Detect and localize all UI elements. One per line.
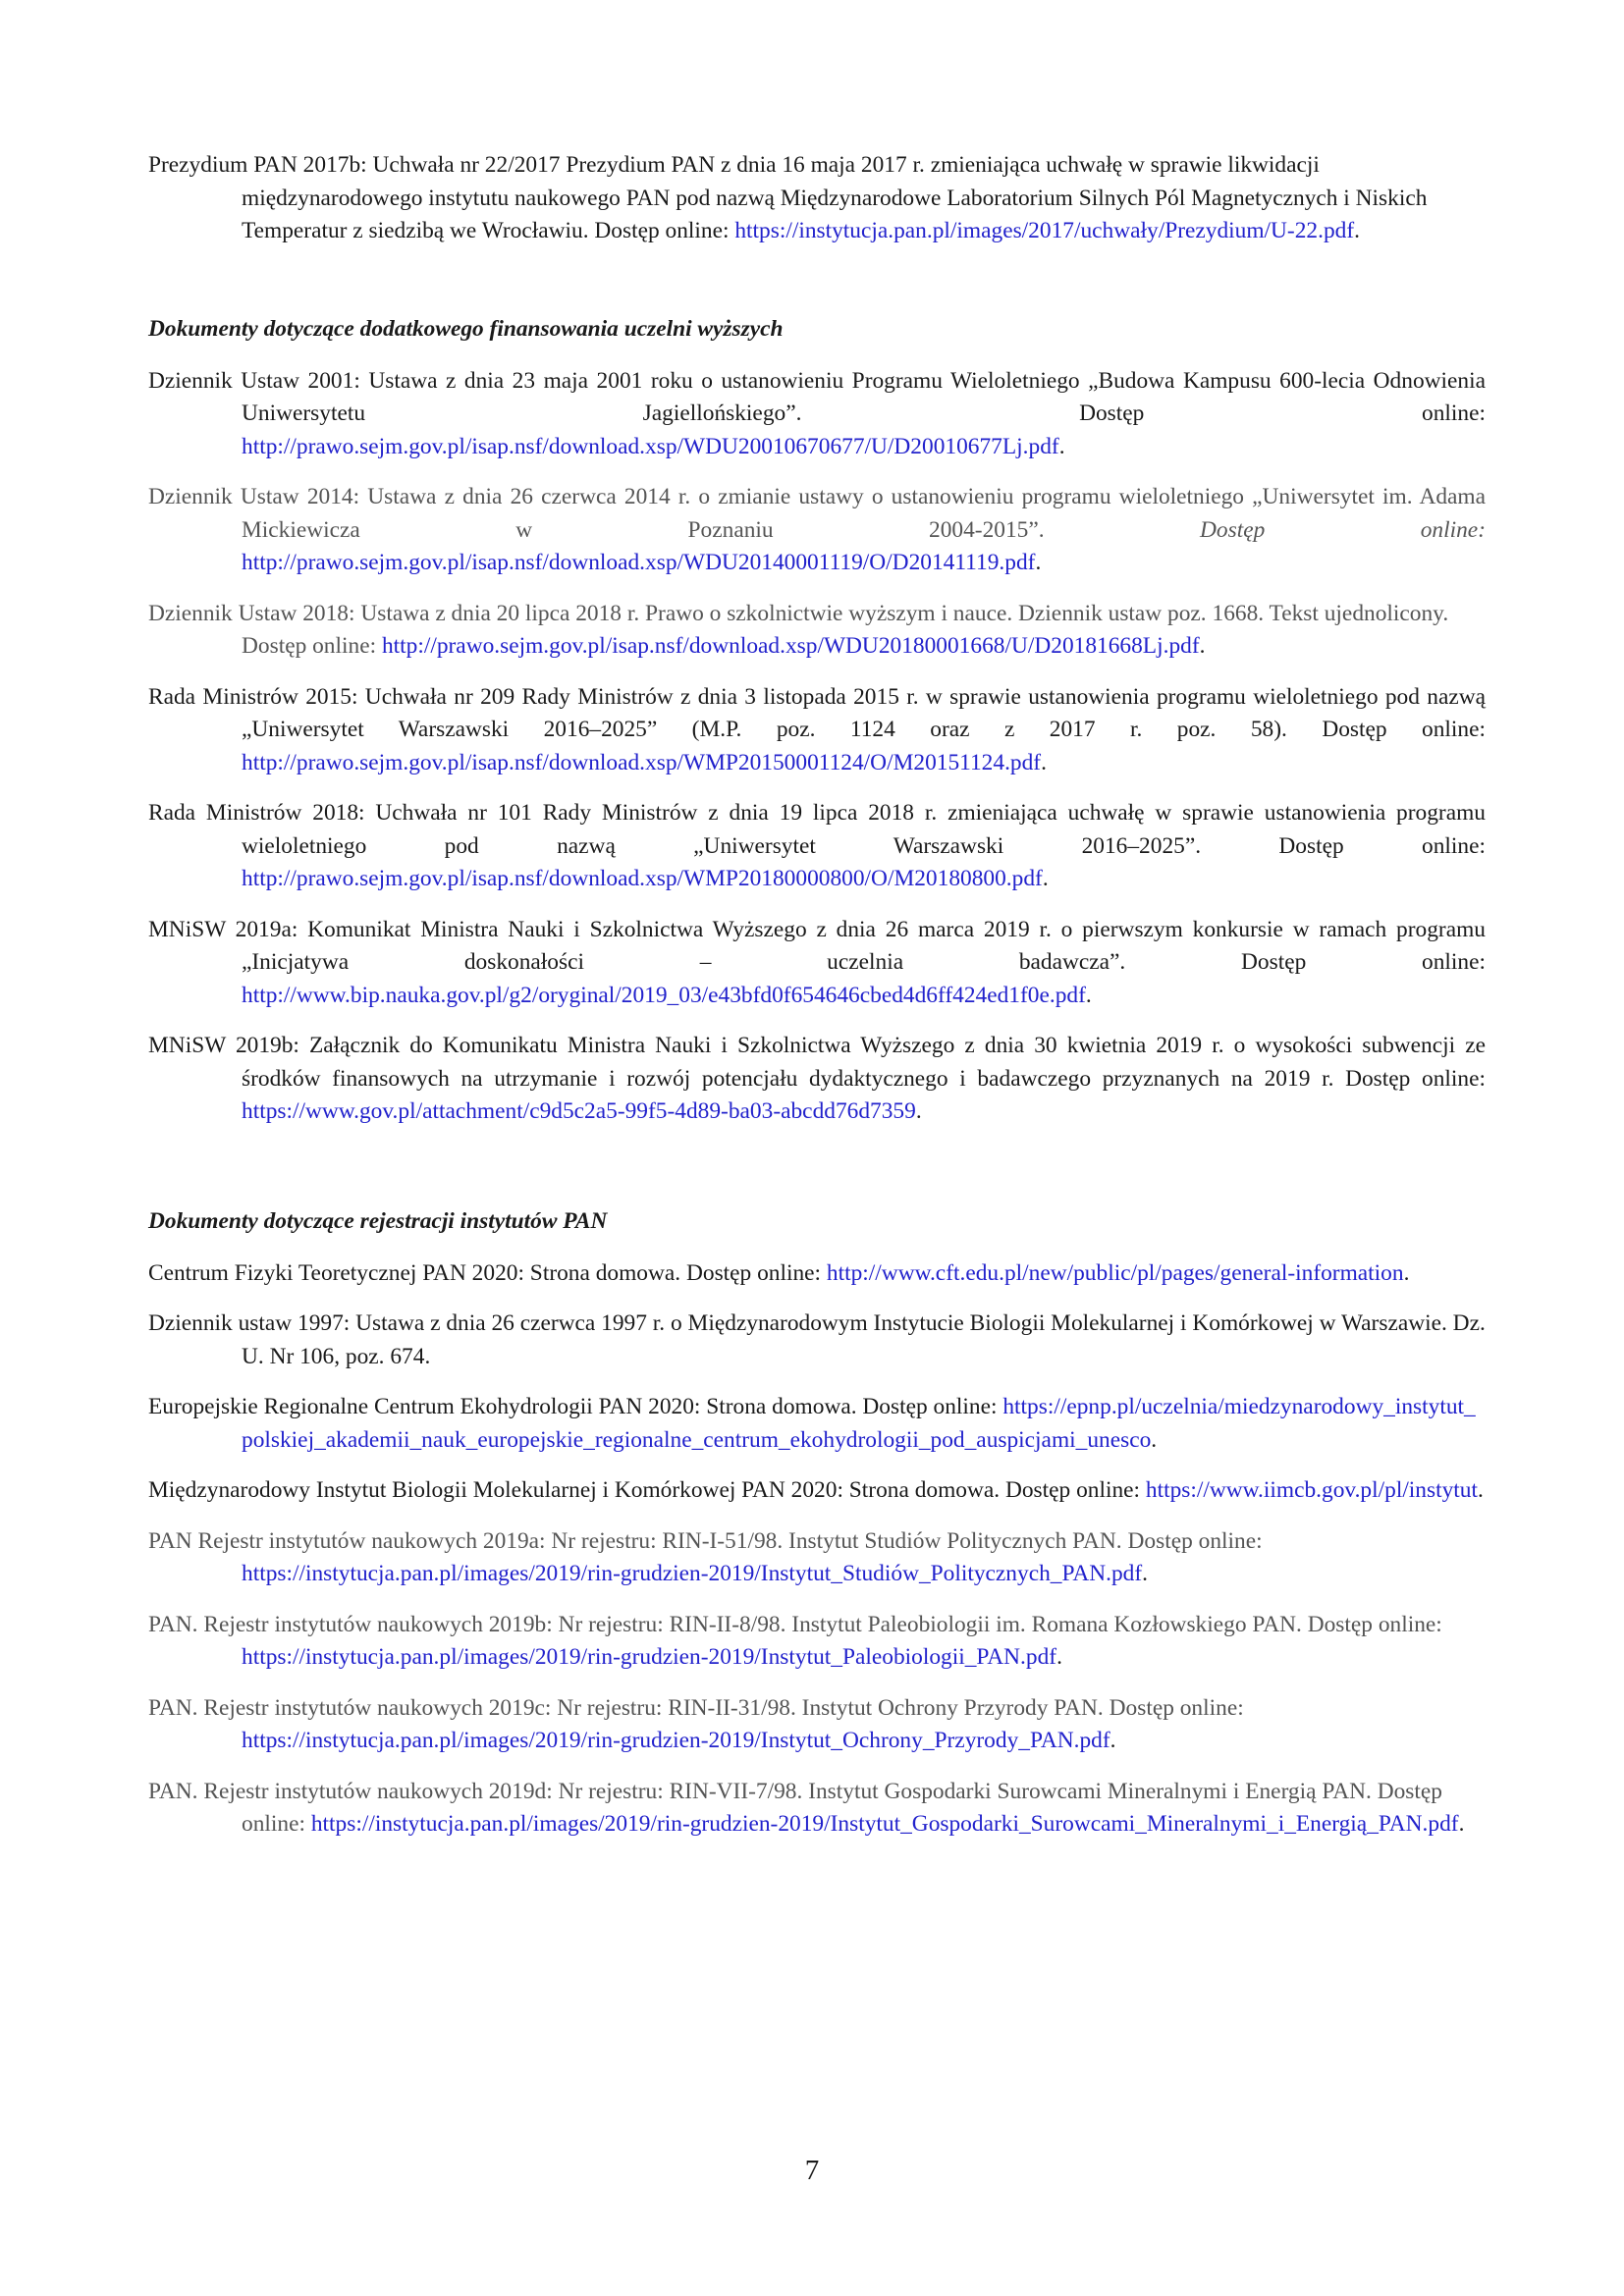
reference-text: Prezydium PAN 2017b: Uchwała nr 22/2017 Prezydium PAN z dnia 16 maja 2017 r. zmieniająca uchwałę w sprawie likwidacji międzynarodowego instytutu naukowego PAN pod nazwą Międzynarodowe Laboratorium Silnych Pól Magnetycznych i Niskich Temperatur z siedzibą we Wrocławiu. Dostęp online: (148, 152, 1428, 243)
reference-entry: Rada Ministrów 2015: Uchwała nr 209 Rady Ministrów z dnia 3 listopada 2015 r. w sprawie ustanowienia programu wieloletniego pod nazwą „Uniwersytet Warszawski 2016–2025” (M.P. poz. 1124 oraz z 2017 r. poz. 58). Dostęp online: http://prawo.sejm.gov.pl/isap.nsf/download.xsp/WMP20150001124/O/M20151124.pdf. (148, 683, 1486, 775)
reference-text: PAN. Rejestr instytutów naukowych 2019d: Nr rejestru: RIN-VII-7/98. Instytut Gospodarki Surowcami Mineralnymi i Energią PAN. Dostęp online: (148, 1778, 1442, 1837)
reference-link[interactable]: https://instytucja.pan.pl/images/2017/uchwały/Prezydium/U-22.pdf (734, 218, 1355, 243)
reference-text: PAN. Rejestr instytutów naukowych 2019c: Nr rejestru: RIN-II-31/98. Instytut Ochrony Przyrody PAN. Dostęp online: (148, 1694, 1244, 1721)
reference-entry (148, 1308, 1486, 1373)
reference-text: Dziennik Ustaw 2018: Ustawa z dnia 20 lipca 2018 r. Prawo o szkolnictwie wyższym i nauce. Dziennik ustaw poz. 1668. Tekst ujednolicony. Dostęp online: (148, 600, 1449, 659)
reference-entry: PAN. Rejestr instytutów naukowych 2019c: Nr rejestru: RIN-II-31/98. Instytut Ochrony Przyrody PAN. Dostęp online: https://instytucja.pan.pl/images/2019/rin-grudzien-2019/Instytut_Ochrony_Przyrody_PAN.pdf. (148, 1694, 1244, 1753)
document-page (148, 149, 1486, 1859)
reference-text: Dziennik ustaw 1997: Ustawa z dnia 26 czerwca 1997 r. o Międzynarodowym Instytucie Biologii Molekularnej i Komórkowej w Warszawie. Dz. U. Nr 106, poz. 674. (148, 1310, 1486, 1369)
reference-text: Centrum Fizyki Teoretycznej PAN 2020: Strona domowa. Dostęp online: (148, 1259, 822, 1286)
reference-link[interactable]: http://prawo.sejm.gov.pl/isap.nsf/download.xsp/WDU20140001119/O/D20141119.pdf (242, 550, 1036, 575)
reference-text: MNiSW 2019a: Komunikat Ministra Nauki i Szkolnictwa Wyższego z dnia 26 marca 2019 r. o pierwszym konkursie w ramach programu „Inicjatywa doskonałości – uczelnia badawcza”. Dostęp online: (148, 916, 1486, 975)
reference-link[interactable]: http://www.cft.edu.pl/new/public/pl/pages/general-information (826, 1259, 1404, 1286)
reference-text: MNiSW 2019b: Załącznik do Komunikatu Ministra Nauki i Szkolnictwa Wyższego z dnia 30 kwietnia 2019 r. o wysokości subwencji ze środków finansowych na utrzymanie i rozwój potencjału dydaktycznego i badawczego przyznanych na 2019 r. Dostęp online: (148, 1033, 1486, 1092)
reference-entry: Centrum Fizyki Teoretycznej PAN 2020: Strona domowa. Dostęp online: http://www.cft.edu.pl/new/public/pl/pages/general-information. (148, 1259, 1410, 1286)
reference-entry: Dziennik Ustaw 2018: Ustawa z dnia 20 lipca 2018 r. Prawo o szkolnictwie wyższym i nauce. Dziennik ustaw poz. 1668. Tekst ujednolicony. Dostęp online: http://prawo.sejm.gov.pl/isap.nsf/download.xsp/WDU20180001668/U/D20181668Lj.pdf. (148, 600, 1449, 659)
reference-italic: Dostęp online: (1200, 516, 1486, 543)
reference-entry: MNiSW 2019b: Załącznik do Komunikatu Ministra Nauki i Szkolnictwa Wyższego z dnia 30 kwietnia 2019 r. o wysokości subwencji ze środków finansowych na utrzymanie i rozwój potencjału dydaktycznego i badawczego przyznanych na 2019 r. Dostęp online: https://www.gov.pl/attachment/c9d5c2a5-99f5-4d89-ba03-abcdd76d7359. (148, 1033, 1486, 1124)
reference-text: Rada Ministrów 2015: Uchwała nr 209 Rady Ministrów z dnia 3 listopada 2015 r. w sprawie ustanowienia programu wieloletniego pod nazwą „Uniwersytet Warszawski 2016–2025” (M.P. poz. 1124 oraz z 2017 r. poz. 58). Dostęp online: (148, 683, 1486, 742)
reference-link[interactable]: https://www.iimcb.gov.pl/pl/instytut (1145, 1477, 1478, 1503)
reference-link[interactable]: https://epnp.pl/uczelnia/miedzynarodowy_instytut_polskiej_akademii_nauk_europejskie_regionalne_centrum_ekohydrologii_pod_auspicjami_unesco (242, 1394, 1476, 1453)
section-title: Dokumenty dotyczące dodatkowego finansowania uczelni wyższych (148, 315, 784, 342)
section-title: Dokumenty dotyczące rejestracji instytutów PAN (148, 1207, 608, 1234)
page-number: 7 (804, 2155, 820, 2186)
reference-entry: Europejskie Regionalne Centrum Ekohydrologii PAN 2020: Strona domowa. Dostęp online: https://epnp.pl/uczelnia/miedzynarodowy_instytut_polskiej_akademii_nauk_europejskie_regionalne_centrum_ekohydrologii_pod_auspicjami_unesco. (148, 1394, 1476, 1453)
reference-text: Dziennik Ustaw 2014: Ustawa z dnia 26 czerwca 2014 r. o zmianie ustawy o ustanowieniu programu wieloletniego „Uniwersytet im. Adama Mickiewicza w Poznaniu 2004-2015”. (148, 484, 1486, 543)
reference-text: Europejskie Regionalne Centrum Ekohydrologii PAN 2020: Strona domowa. Dostęp online: (148, 1394, 998, 1419)
reference-text: PAN Rejestr instytutów naukowych 2019a: Nr rejestru: RIN-I-51/98. Instytut Studiów Politycznych PAN. Dostęp online: (148, 1527, 1263, 1554)
reference-entry: Rada Ministrów 2018: Uchwała nr 101 Rady Ministrów z dnia 19 lipca 2018 r. zmieniająca uchwałę w sprawie ustanowienia programu wieloletniego pod nazwą „Uniwersytet Warszawski 2016–2025”. Dostęp online: http://prawo.sejm.gov.pl/isap.nsf/download.xsp/WMP20180000800/O/M20180800.pdf. (148, 800, 1486, 891)
reference-entry: Prezydium PAN 2017b: Uchwała nr 22/2017 Prezydium PAN z dnia 16 maja 2017 r. zmieniająca uchwałę w sprawie likwidacji międzynarodowego instytutu naukowego PAN pod nazwą Międzynarodowe Laboratorium Silnych Pól Magnetycznych i Niskich Temperatur z siedzibą we Wrocławiu. Dostęp online: https://instytucja.pan.pl/images/2017/uchwały/Prezydium/U-22.pdf. (148, 152, 1428, 243)
reference-link[interactable]: https://www.gov.pl/attachment/c9d5c2a5-99f5-4d89-ba03-abcdd76d7359 (242, 1098, 916, 1124)
reference-entry: Dziennik Ustaw 2014: Ustawa z dnia 26 czerwca 2014 r. o zmianie ustawy o ustanowieniu programu wieloletniego „Uniwersytet im. Adama Mickiewicza w Poznaniu 2004-2015”. Dostęp online: http://prawo.sejm.gov.pl/isap.nsf/download.xsp/WDU20140001119/O/D20141119.pdf. (148, 484, 1486, 575)
reference-entry: PAN. Rejestr instytutów naukowych 2019b: Nr rejestru: RIN-II-8/98. Instytut Paleobiologii im. Romana Kozłowskiego PAN. Dostęp online: https://instytucja.pan.pl/images/2019/rin-grudzien-2019/Instytut_Paleobiologii_PAN.pdf. (148, 1611, 1442, 1670)
reference-link[interactable]: https://instytucja.pan.pl/images/2019/rin-grudzien-2019/Instytut_Paleobiologii_PAN.pdf (242, 1644, 1057, 1670)
reference-entry: MNiSW 2019a: Komunikat Ministra Nauki i Szkolnictwa Wyższego z dnia 26 marca 2019 r. o pierwszym konkursie w ramach programu „Inicjatywa doskonałości – uczelnia badawcza”. Dostęp online: http://www.bip.nauka.gov.pl/g2/oryginal/2019_03/e43bfd0f654646cbed4d6ff424ed1f0e.pdf. (148, 916, 1486, 1008)
reference-link[interactable]: https://instytucja.pan.pl/images/2019/rin-grudzien-2019/Instytut_Studiów_Politycznych_PAN.pdf (242, 1561, 1143, 1586)
reference-text: Rada Ministrów 2018: Uchwała nr 101 Rady Ministrów z dnia 19 lipca 2018 r. zmieniająca uchwałę w sprawie ustanowienia programu wieloletniego pod nazwą „Uniwersytet Warszawski 2016–2025”. Dostęp online: (148, 800, 1486, 859)
reference-link[interactable]: https://instytucja.pan.pl/images/2019/rin-grudzien-2019/Instytut_Ochrony_Przyrody_PAN.pdf (242, 1728, 1110, 1753)
reference-link[interactable]: http://prawo.sejm.gov.pl/isap.nsf/download.xsp/WMP20180000800/O/M20180800.pdf (242, 866, 1043, 891)
reference-link[interactable]: http://prawo.sejm.gov.pl/isap.nsf/download.xsp/WMP20150001124/O/M20151124.pdf (242, 749, 1042, 775)
reference-text: Dziennik Ustaw 2001: Ustawa z dnia 23 maja 2001 roku o ustanowieniu Programu Wieloletniego „Budowa Kampusu 600-lecia Odnowienia Uniwersytetu Jagiellońskiego”. Dostęp online: (148, 367, 1486, 426)
reference-link[interactable]: http://prawo.sejm.gov.pl/isap.nsf/download.xsp/WDU20010670677/U/D20010677Lj.pdf (242, 433, 1059, 459)
reference-entry: PAN Rejestr instytutów naukowych 2019a: Nr rejestru: RIN-I-51/98. Instytut Studiów Politycznych PAN. Dostęp online: https://instytucja.pan.pl/images/2019/rin-grudzien-2019/Instytut_Studiów_Politycznych_PAN.pdf. (148, 1527, 1263, 1586)
reference-entry: Międzynarodowy Instytut Biologii Molekularnej i Komórkowej PAN 2020: Strona domowa. Dostęp online: https://www.iimcb.gov.pl/pl/instytut. (148, 1477, 1484, 1503)
reference-link[interactable]: http://www.bip.nauka.gov.pl/g2/oryginal/2019_03/e43bfd0f654646cbed4d6ff424ed1f0e.pdf (242, 982, 1086, 1008)
reference-link[interactable]: https://instytucja.pan.pl/images/2019/rin-grudzien-2019/Instytut_Gospodarki_Surowcami_Mineralnymi_i_Energią_PAN.pdf (310, 1811, 1459, 1837)
reference-entry: PAN. Rejestr instytutów naukowych 2019d: Nr rejestru: RIN-VII-7/98. Instytut Gospodarki Surowcami Mineralnymi i Energią PAN. Dostęp online: https://instytucja.pan.pl/images/2019/rin-grudzien-2019/Instytut_Gospodarki_Surowcami_Mineralnymi_i_Energią_PAN.pdf. (148, 1778, 1465, 1837)
reference-text: Międzynarodowy Instytut Biologii Molekularnej i Komórkowej PAN 2020: Strona domowa. Dostęp online: (148, 1477, 1141, 1503)
reference-entry: Dziennik Ustaw 2001: Ustawa z dnia 23 maja 2001 roku o ustanowieniu Programu Wieloletniego „Budowa Kampusu 600-lecia Odnowienia Uniwersytetu Jagiellońskiego”. Dostęp online: http://prawo.sejm.gov.pl/isap.nsf/download.xsp/WDU20010670677/U/D20010677Lj.pdf. (148, 367, 1486, 459)
reference-link[interactable]: http://prawo.sejm.gov.pl/isap.nsf/download.xsp/WDU20180001668/U/D20181668Lj.pdf (381, 633, 1200, 659)
reference-text: PAN. Rejestr instytutów naukowych 2019b: Nr rejestru: RIN-II-8/98. Instytut Paleobiologii im. Romana Kozłowskiego PAN. Dostęp online: (148, 1611, 1442, 1637)
